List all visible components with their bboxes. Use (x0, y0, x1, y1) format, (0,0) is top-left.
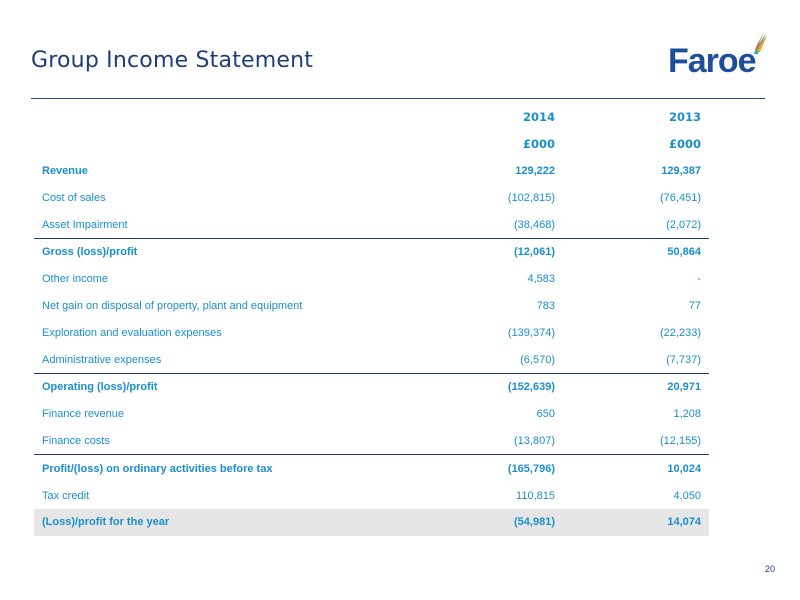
table-row (34, 158, 709, 185)
value-2014: (139,374) (507, 326, 555, 339)
value-2013: (7,737) (666, 353, 701, 366)
row-label: Operating (loss)/profit (34, 373, 417, 400)
page-number: 20 (765, 564, 776, 574)
table-row (34, 266, 709, 293)
title-divider (31, 98, 765, 99)
table-row (34, 455, 709, 482)
value-2014: 110,815 (516, 489, 555, 502)
value-2013: 129,387 (661, 164, 701, 177)
table-row (34, 184, 709, 211)
year-header-row (34, 104, 709, 131)
value-2014: 4,583 (527, 273, 555, 286)
value-2014: (38,468) (514, 218, 555, 231)
table-row (34, 482, 709, 509)
row-label: Other income (42, 273, 109, 286)
value-2013: 14,074 (563, 509, 709, 536)
row-label: Asset Impairment (42, 218, 128, 231)
logo-wordmark: Faroe (668, 42, 756, 80)
income-statement-table (34, 104, 709, 536)
row-label: Cost of sales (42, 191, 106, 204)
value-2013: (22,233) (660, 326, 701, 339)
faroe-logo (668, 28, 768, 80)
table-row (34, 428, 709, 455)
table-row (34, 401, 709, 428)
unit-header-row (34, 131, 709, 158)
year-2013-header: 2013 (668, 110, 701, 125)
table-row (34, 319, 709, 346)
value-2013: (2,072) (666, 218, 701, 231)
page-title: Group Income Statement (31, 48, 314, 73)
value-2014: 650 (536, 408, 555, 421)
value-2014: 129,222 (515, 164, 555, 177)
value-2014: 783 (536, 299, 555, 312)
value-2013: 20,971 (563, 373, 709, 400)
value-2013: (76,451) (660, 191, 701, 204)
row-label: Exploration and evaluation expenses (42, 326, 222, 339)
value-2014: (152,639) (417, 373, 563, 400)
table-row (34, 373, 709, 400)
value-2013: 77 (688, 299, 701, 312)
value-2013: 50,864 (563, 238, 709, 265)
value-2013: 10,024 (563, 455, 709, 482)
row-label: Administrative expenses (42, 353, 162, 366)
table-row (34, 509, 709, 536)
year-2014-header: 2014 (522, 110, 555, 125)
flame-logo-icon (752, 30, 768, 56)
row-label: Net gain on disposal of property, plant and equipment (42, 299, 303, 312)
unit-2014-header: £000 (522, 137, 555, 152)
table-row (34, 211, 709, 238)
value-2013: (12,155) (660, 434, 701, 447)
row-label: Profit/(loss) on ordinary activities before tax (34, 455, 417, 482)
table-row (34, 293, 709, 320)
value-2013: 4,050 (673, 489, 701, 502)
value-2013: 1,208 (673, 408, 701, 421)
row-label: Finance costs (42, 434, 110, 447)
value-2014: (54,981) (417, 509, 563, 536)
unit-2013-header: £000 (668, 137, 701, 152)
value-2014: (13,807) (514, 434, 555, 447)
value-2014: (102,815) (507, 191, 555, 204)
value-2013: - (697, 273, 701, 286)
value-2014: (12,061) (417, 238, 563, 265)
row-label: Tax credit (42, 489, 90, 502)
value-2014: (6,570) (520, 353, 555, 366)
row-label: Finance revenue (42, 408, 124, 421)
row-label: (Loss)/profit for the year (34, 509, 417, 536)
value-2014: (165,796) (417, 455, 563, 482)
row-label: Revenue (42, 164, 88, 177)
row-label: Gross (loss)/profit (34, 238, 417, 265)
table-row (34, 238, 709, 265)
table-row (34, 346, 709, 373)
